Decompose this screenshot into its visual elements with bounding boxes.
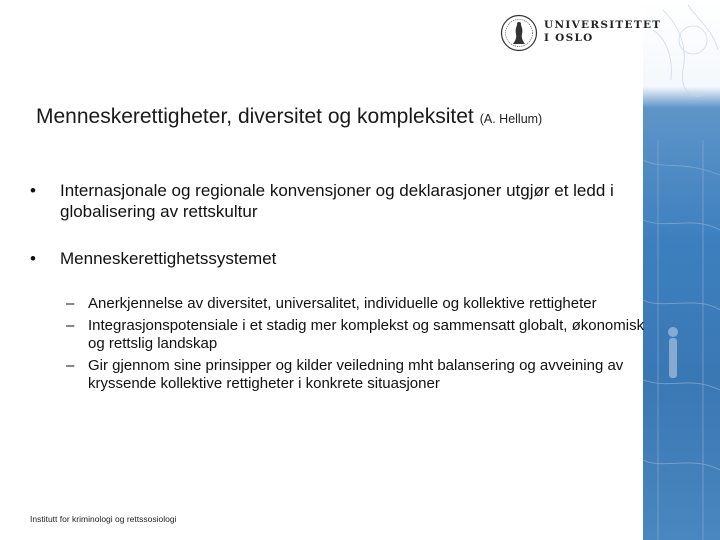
sub-bullet-symbol: – [66, 316, 75, 334]
bullet-symbol: • [30, 249, 36, 268]
bullet-item [28, 180, 628, 222]
bullet-text: Internasjonale og regionale konvensjoner og deklarasjoner utgjør et ledd i globalisering av rettskultur [60, 181, 614, 221]
slide-author: (A. Hellum) [479, 112, 543, 126]
bullet-item [28, 248, 628, 269]
sub-bullet-symbol: – [66, 356, 75, 374]
sub-bullet-item [66, 316, 648, 354]
sub-bullet-text: Integrasjonspotensiale i et stadig mer komplekst og sammensatt globalt, økonomisk og rettslig landskap [88, 316, 645, 352]
sub-bullet-list [28, 295, 645, 394]
bullet-text: Menneskerettighetssystemet [60, 249, 277, 268]
university-name [544, 19, 661, 45]
slide-title [36, 105, 542, 129]
slide-title-text: Menneskerettigheter, diversitet og kompleksitet [36, 105, 474, 128]
bullet-list [28, 180, 645, 397]
sub-bullet-symbol: – [66, 295, 75, 312]
sub-bullet-text: Gir gjennom sine prinsipper og kilder veiledning mht balansering og avveining av kryssende kollektive rettigheter i konkrete situasjoner [88, 356, 624, 392]
university-name-line2: I OSLO [544, 32, 594, 44]
university-name-line1: UNIVERSITETET [544, 19, 662, 31]
sub-bullet-item [66, 356, 648, 394]
band-pattern-icon [643, 0, 720, 540]
sub-bullet-item [66, 295, 648, 314]
sub-bullet-text: Anerkjennelse av diversitet, universalitet, individuelle og kollektive rettigheter [88, 295, 597, 312]
decorative-side-band [643, 0, 720, 540]
university-seal-icon [500, 14, 538, 52]
bullet-symbol: • [30, 181, 36, 200]
footer-text: Institutt for kriminologi og rettssosiologi [30, 514, 177, 524]
